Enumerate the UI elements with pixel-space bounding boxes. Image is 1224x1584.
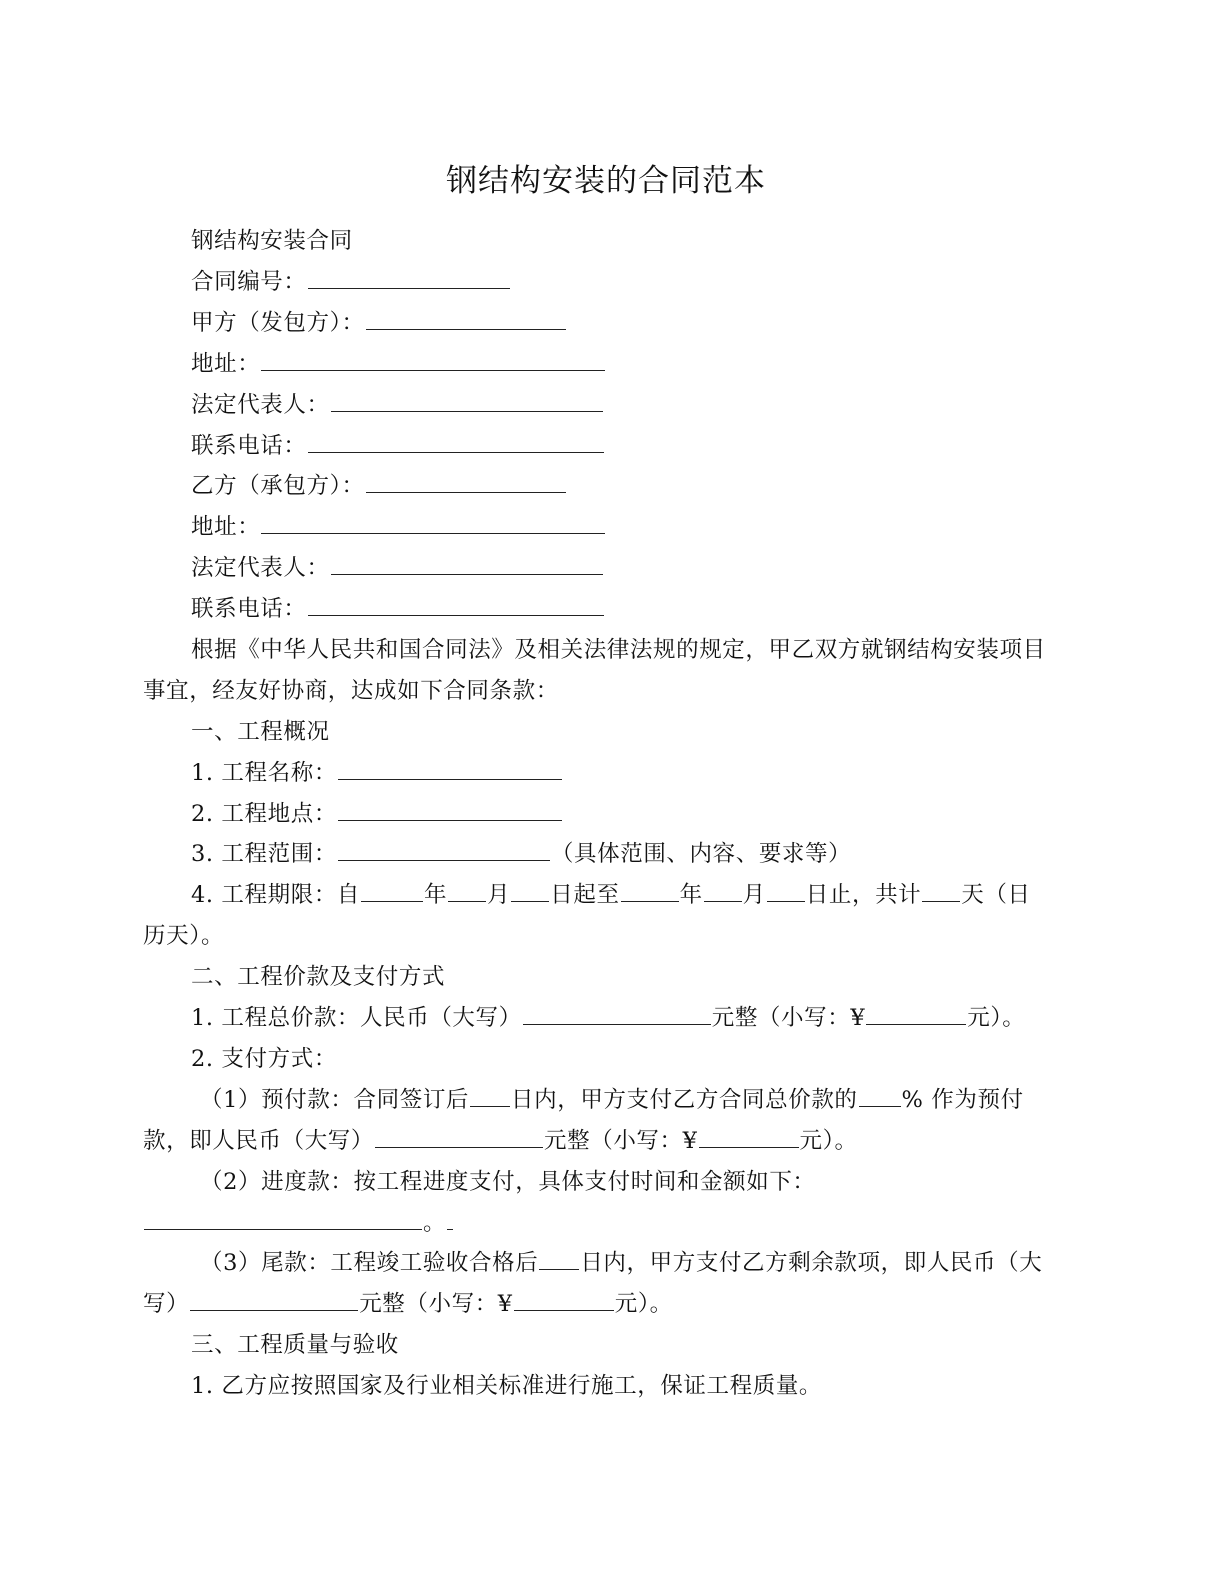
text-segment: 元）。 [799,1128,858,1154]
text-segment: 元整（小写：¥ [544,1128,698,1154]
text-segment: 日起至 [550,882,620,908]
fill-in-blank[interactable] [866,1000,966,1025]
preamble-line-1 [191,630,1046,670]
field-label: 甲方（发包方）： [191,310,365,336]
text-segment: 年 [679,882,703,908]
fill-in-blank[interactable] [366,468,566,493]
fill-in-blank[interactable] [767,877,805,902]
field-label: 联系电话： [191,596,307,622]
text-segment: 。 [423,1210,447,1236]
line-text: 事宜，经友好协商，达成如下合同条款： [143,678,559,704]
contract-heading [191,221,353,261]
text-segment: 日止，共计 [805,882,922,908]
text-segment: 元整（小写：¥ [359,1291,513,1317]
final-payment-continuation [143,1284,673,1324]
line-text: 1. 乙方应按照国家及行业相关标准进行施工，保证工程质量。 [191,1373,823,1399]
fill-in-blank[interactable] [859,1082,901,1107]
party-b-phone-line [191,589,605,629]
fill-in-blank[interactable] [338,796,562,821]
field-label: 法定代表人： [191,392,330,418]
fill-in-blank[interactable] [514,1286,614,1311]
line-text: 根据《中华人民共和国合同法》及相关法律法规的规定，甲乙双方就钢结构安装项目 [191,637,1046,663]
fill-in-blank[interactable] [470,1082,510,1107]
field-label: 3. 工程范围： [191,841,337,867]
fill-in-blank[interactable] [308,428,604,453]
fill-in-blank[interactable] [261,509,605,534]
text-segment: 写） [143,1291,190,1317]
field-label: 2. 工程地点： [191,801,337,827]
final-payment-line [200,1243,1042,1283]
text-segment: 4. 工程期限：自 [191,882,361,908]
fill-in-blank[interactable] [190,1286,358,1311]
fill-in-blank[interactable] [511,877,549,902]
field-label: 联系电话： [191,433,307,459]
fill-in-blank[interactable] [144,1205,422,1230]
field-label: 地址： [191,351,261,377]
text-segment: 日内，甲方支付乙方剩余款项，即人民币（大 [580,1250,1043,1276]
progress-payment-blank-line [143,1203,454,1243]
party-b-address-line [191,507,606,547]
project-period-continuation [143,916,224,956]
contract-number-line [191,262,511,302]
section-heading-quality [191,1325,399,1365]
text-segment: 元整（小写：¥ [711,1005,866,1031]
text-segment: 月 [487,882,511,908]
line-text: 一、工程概况 [191,719,330,745]
fill-in-blank[interactable] [375,1123,543,1148]
total-price-line [191,998,1025,1038]
fill-in-blank[interactable] [699,1123,799,1148]
text-segment: % 作为预付 [901,1087,1024,1113]
fill-in-blank[interactable] [523,1000,711,1025]
party-a-phone-line [191,426,605,466]
fill-in-blank[interactable] [361,877,423,902]
party-b-representative-line [191,548,604,588]
text-segment: 天（日 [961,882,1031,908]
text-segment: 月 [742,882,766,908]
line-text: 2. 支付方式： [191,1046,337,1072]
text-segment: （1）预付款：合同签订后 [200,1087,470,1113]
advance-payment-line [200,1080,1024,1120]
text-segment: （3）尾款：工程竣工验收合格后 [200,1250,539,1276]
quality-clause-1 [191,1366,822,1406]
text-segment: 款，即人民币（大写） [143,1128,375,1154]
advance-payment-continuation [143,1121,858,1161]
preamble-line-2 [143,671,559,711]
fill-in-blank[interactable] [261,346,605,371]
line-text: 历天）。 [143,923,225,949]
project-scope-line [191,834,851,874]
text-segment: 年 [424,882,448,908]
text-segment: 1. 工程总价款：人民币（大写） [191,1005,522,1031]
field-note: （具体范围、内容、要求等） [550,841,852,867]
fill-in-blank[interactable] [366,305,566,330]
line-text: 三、工程质量与验收 [191,1332,399,1358]
fill-in-blank[interactable] [308,591,604,616]
party-a-representative-line [191,385,604,425]
document-title: 钢结构安装的合同范本 [446,163,766,199]
fill-in-blank[interactable] [621,877,679,902]
party-b-line [191,466,567,506]
line-text: 钢结构安装合同 [191,228,353,254]
fill-in-blank[interactable] [338,755,562,780]
fill-in-blank[interactable] [331,550,603,575]
text-segment: 元）。 [967,1005,1026,1031]
progress-payment-line [200,1162,816,1202]
line-text: （2）进度款：按工程进度支付，具体支付时间和金额如下： [200,1169,816,1195]
text-segment: 元）。 [614,1291,673,1317]
field-label: 乙方（承包方）： [191,473,365,499]
fill-in-blank[interactable] [704,877,742,902]
project-location-line [191,794,563,834]
text-segment: 日内，甲方支付乙方合同总价款的 [511,1087,858,1113]
field-label: 地址： [191,514,261,540]
fill-in-blank[interactable] [922,877,960,902]
section-heading-overview [191,712,330,752]
party-a-line [191,303,567,343]
payment-method-line [191,1039,337,1079]
section-heading-price [191,957,445,997]
project-name-line [191,753,563,793]
field-label: 合同编号： [191,269,307,295]
fill-in-blank[interactable] [331,387,603,412]
fill-in-blank[interactable] [447,1205,453,1230]
fill-in-blank[interactable] [338,836,550,861]
project-period-line [191,875,1031,915]
line-text: 二、工程价款及支付方式 [191,964,446,990]
fill-in-blank[interactable] [308,264,510,289]
field-label: 法定代表人： [191,555,330,581]
fill-in-blank[interactable] [539,1245,579,1270]
field-label: 1. 工程名称： [191,760,337,786]
fill-in-blank[interactable] [448,877,486,902]
party-a-address-line [191,344,606,384]
